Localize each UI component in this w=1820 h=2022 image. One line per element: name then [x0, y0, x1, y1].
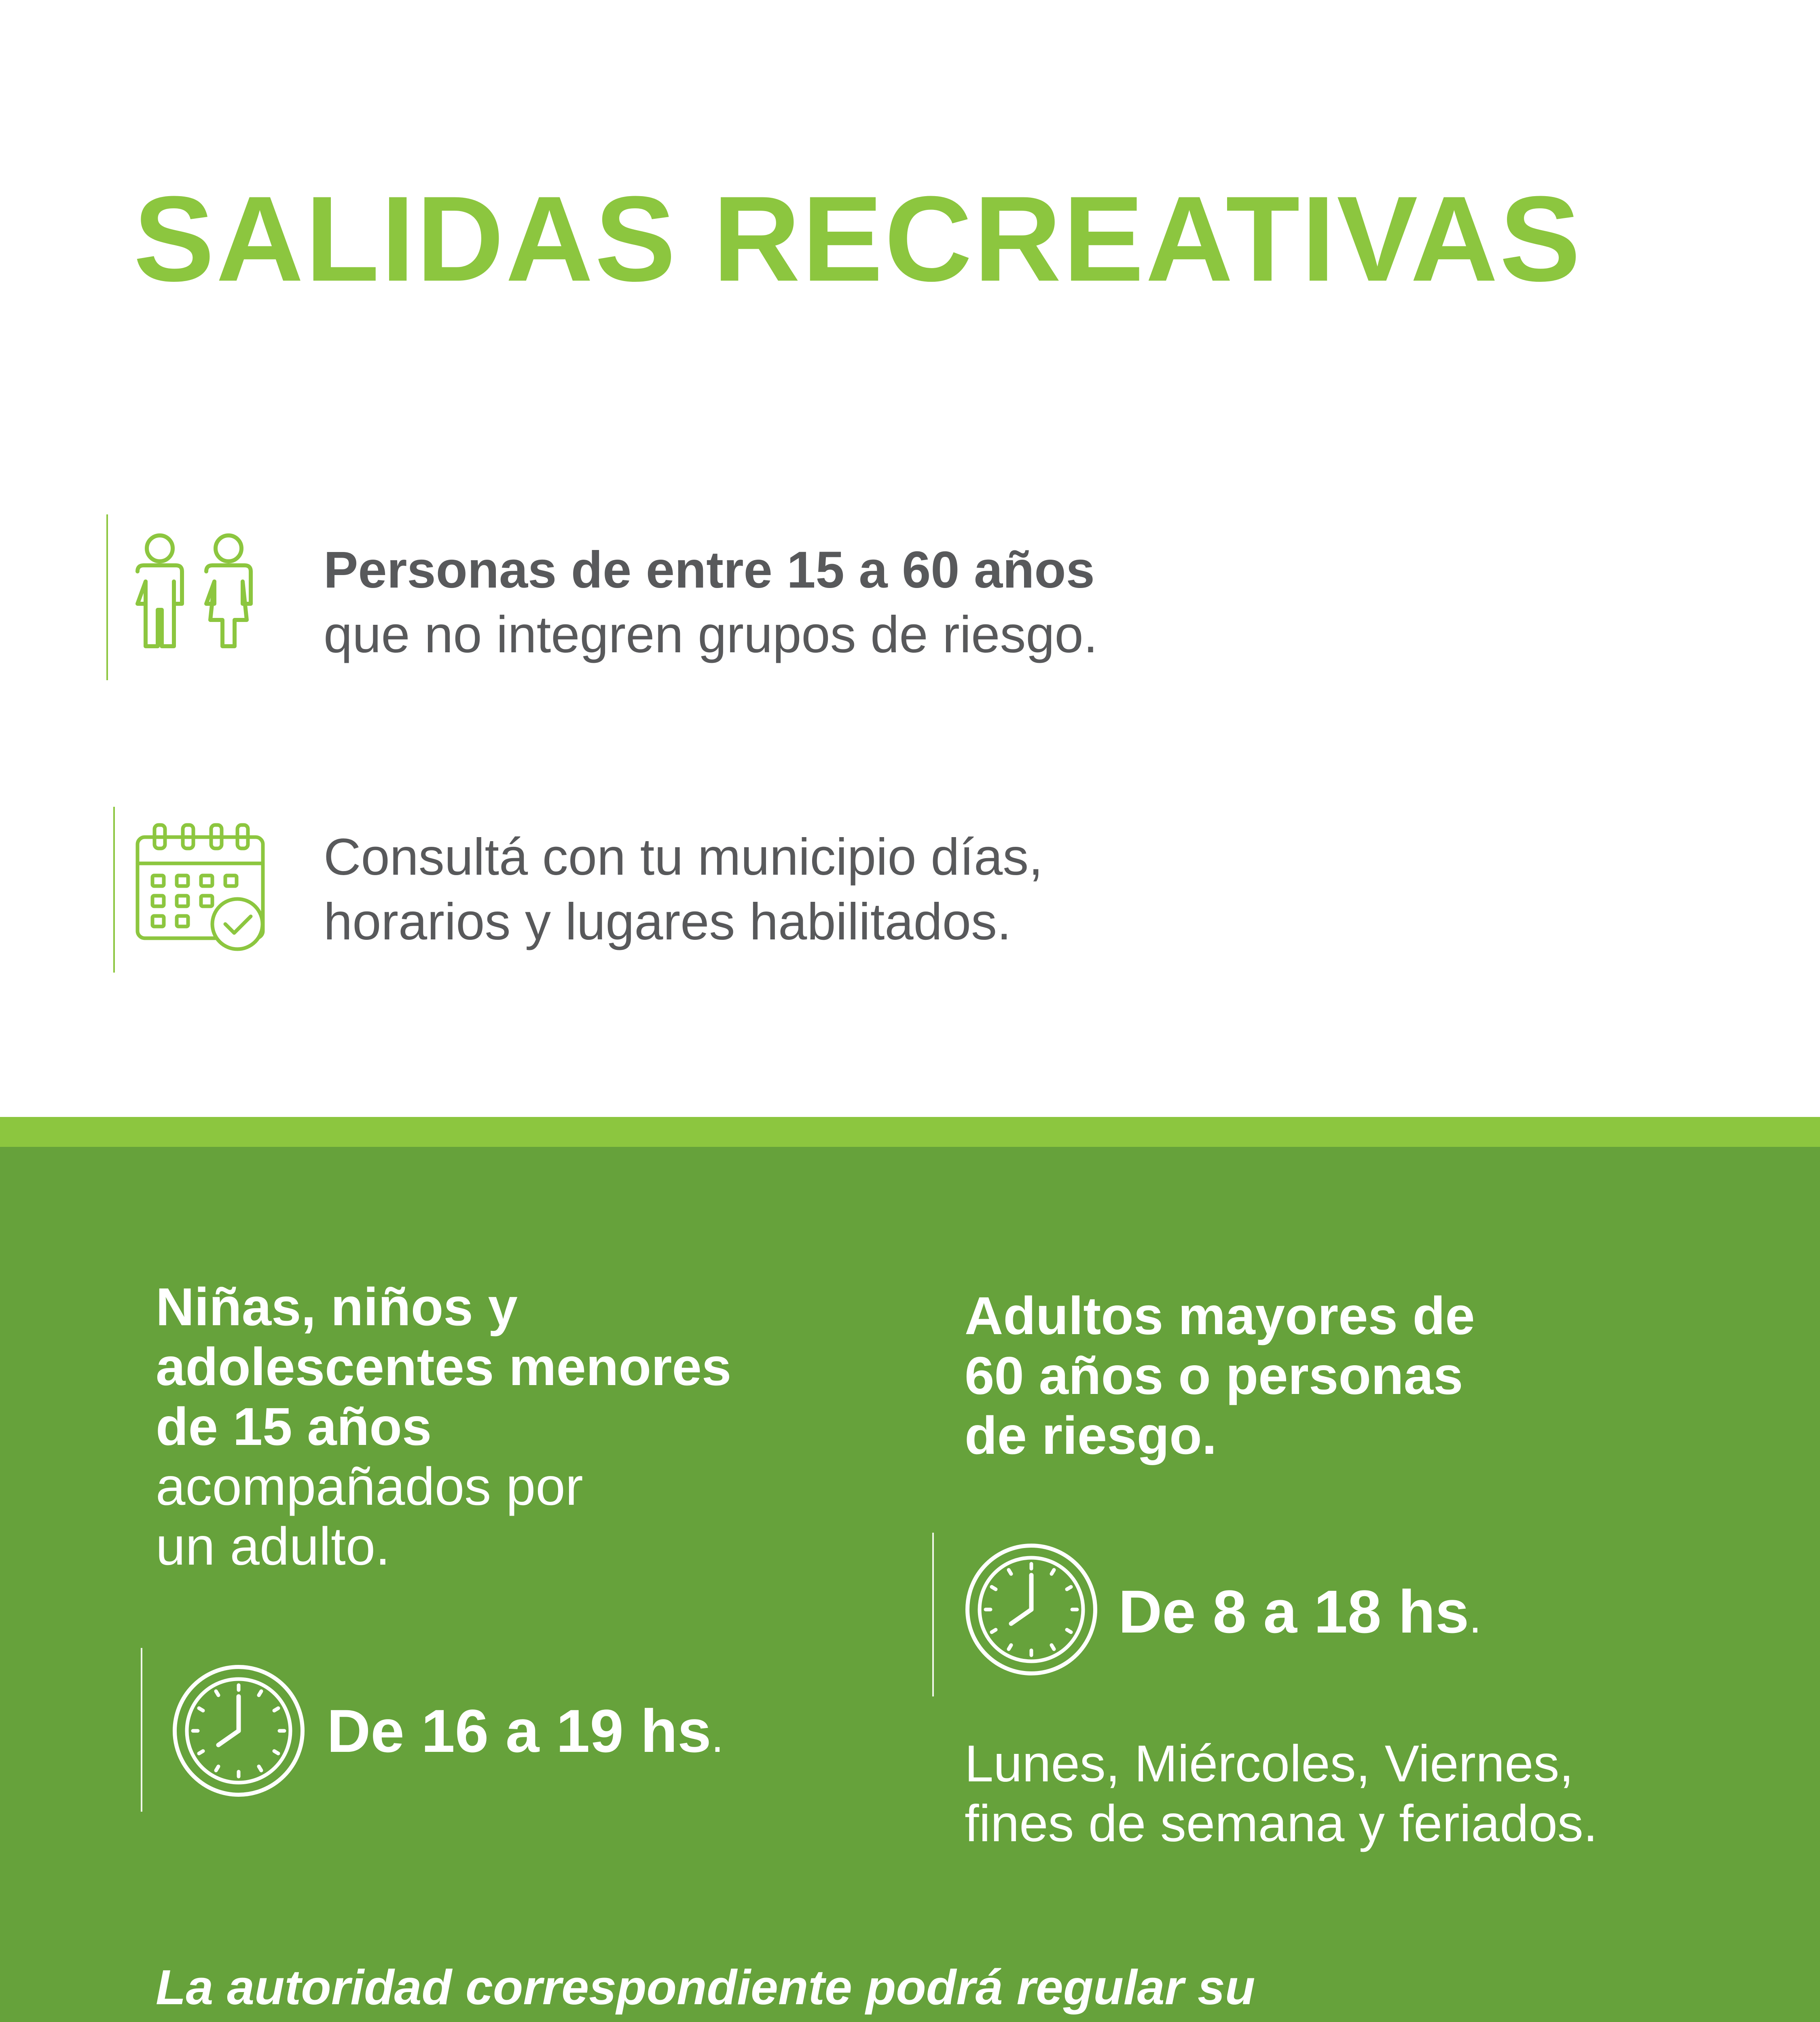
- seniors-days-line: fines de semana y feriados.: [965, 1795, 1598, 1853]
- regulation-notice: [156, 1953, 1305, 2022]
- people-info: [324, 538, 1098, 667]
- divider-line: [113, 807, 115, 973]
- seniors-days-line: Lunes, Miércoles, Viernes,: [965, 1735, 1574, 1793]
- seniors-days: [965, 1734, 1598, 1854]
- kids-heading-line: adolescentes menores: [156, 1337, 732, 1396]
- seniors-time-text: De 8 a 18 hs: [1118, 1578, 1469, 1646]
- page-title: SALIDAS RECREATIVAS: [133, 171, 1582, 307]
- divider-line: [932, 1533, 934, 1696]
- calendar-info-line: horarios y lugares habilitados.: [324, 893, 1012, 951]
- calendar-check-icon: [134, 821, 272, 954]
- seniors-heading-line: Adultos mayores de: [965, 1286, 1475, 1345]
- people-info-text: que no integren grupos de riesgo.: [324, 606, 1098, 664]
- kids-time-text: De 16 a 19 hs: [327, 1697, 711, 1765]
- seniors-heading-line: 60 años o personas: [965, 1346, 1463, 1405]
- kids-time-suffix: .: [711, 1712, 724, 1762]
- notice-line: La autoridad correspondiente podrá regular su: [156, 1960, 1255, 2015]
- clock-icon: [965, 1543, 1098, 1676]
- kids-heading: [156, 1277, 731, 1576]
- accent-stripe: [0, 1117, 1820, 1147]
- calendar-info-line: Consultá con tu municipio días,: [324, 828, 1043, 886]
- seniors-heading: [965, 1286, 1475, 1466]
- kids-heading-line: de 15 años: [156, 1397, 432, 1456]
- divider-line: [141, 1648, 142, 1812]
- kids-heading-line: Niñas, niños y: [156, 1277, 518, 1337]
- seniors-time: [1118, 1578, 1481, 1646]
- people-info-bold: Personas de entre 15 a 60 años: [324, 541, 1095, 599]
- kids-time: [327, 1697, 724, 1765]
- calendar-info: [324, 825, 1043, 954]
- people-icon: [129, 533, 259, 650]
- seniors-time-suffix: .: [1469, 1593, 1481, 1642]
- clock-icon: [172, 1664, 305, 1798]
- kids-subtext-line: un adulto.: [156, 1516, 390, 1576]
- divider-line: [106, 514, 108, 680]
- seniors-heading-line: de riesgo.: [965, 1406, 1217, 1465]
- kids-subtext-line: acompañados por: [156, 1457, 583, 1516]
